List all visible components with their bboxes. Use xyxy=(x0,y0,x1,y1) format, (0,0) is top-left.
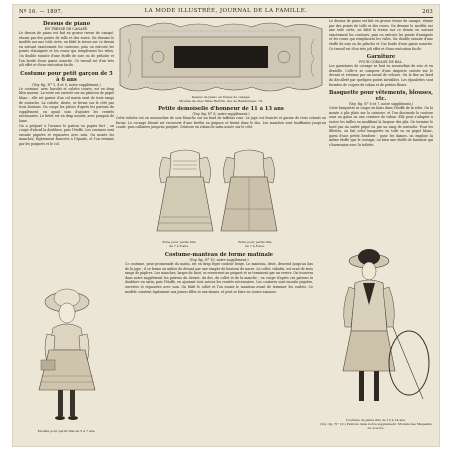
section-title-basquette: Basquette pour vêtements, blouses, etc. xyxy=(329,90,433,103)
section-title-costume: Costume pour petit garçon de 5 à 6 ans xyxy=(20,70,113,83)
lace-caption-detail: Modèle de chez Mme Bertrin, rue de Rambuteau, 74. xyxy=(179,98,263,103)
girl-hoop-caption-detail: (Voy. fig. N° 12.) Patrons dans notre supplément. Modèle des Magasins du Louvre. xyxy=(320,421,432,430)
section-title-garniture: Garniture xyxy=(366,54,396,61)
dress-right-caption-title: Robe pour petite fille xyxy=(238,240,272,244)
section-subtitle-garniture: POUR CORSAGE DE BAL. xyxy=(359,60,403,65)
article-body-basquette: Cette basquette se coupe en biais dans l'étoffe de la robe. On la monte à plis plats sur la ceinture, et l'on dissimule la couture sous un galon ou une ceinture de ruban. Elle peut s'adapter à toutes les tailles en modifiant la largeur des plis. On termine le bord par un ourlet piqué ou par un rang de soutache. Pour les fillettes, on fait cette basquette en toile ou en piqué blanc, garni d'une petite broderie ; pour les dames, on emploie la même étoffe que le corsage, ou bien une étoffe de fantaisie qui s'harmonise avec la toilette. xyxy=(329,106,433,147)
article-body-costume: Le costume, avec bavolet et culotte courte, est en drap bleu marine. La veste est ouverte sur un plastron de piqué blanc ; elle est garnie d'un col marin orné de trois rangs de soutache. La culotte, droite, se ferme sur le côté par trois boutons. On coupe les pièces d'après les patrons du supplément, en ayant soin d'ajouter les rentrés nécessaires. Le béret est en drap assorti, avec pompon de laine. xyxy=(19,86,114,123)
page-number: 263 xyxy=(422,9,433,15)
dress-left-caption-title: Robe pour petite fille xyxy=(162,240,196,244)
section-subtitle-demoiselle: (Voy. fig. N° 8, notre supplément.) xyxy=(192,112,250,116)
dress-left-caption-detail: de 7 à 8 ans. xyxy=(169,243,189,248)
girl-caption xyxy=(19,430,114,434)
left-column-top xyxy=(19,21,114,235)
section-subtitle-costume: (Voy. fig. N° 1, 4 et 5, notre supplément.) xyxy=(32,82,101,87)
lace-caption xyxy=(116,96,326,104)
issue-number: Nº 16. — 1897. xyxy=(19,9,63,15)
lace-illustration xyxy=(116,19,326,95)
dress-left-caption xyxy=(143,241,215,249)
article-body-manteau: Ce costume, pour promenade du matin, est en drap léger couleur beige. Le manteau, droit, descend jusqu'au bas de la jupe ; il se ferme au milieu du devant par une rangée de boutons de nacre. Le collet, rabattu, est orné de trois rangs de piqûres. Les manches, larges du haut, se resserrent au poignet et se terminent par un revers. On trouvera dans notre supplément les patrons du devant, du dos, du collet et de la manche ; on coupe d'après ces patrons la doublure en satin, puis l'étoffe, en ajoutant tout autour les rentrés nécessaires. Les coutures sont ensuite piquées, ouvertes et repassées avec soin. On bâtit le collet et l'on essaie le manteau avant de terminer les ourlets. Ce modèle convient également aux jeunes filles et aux dames, et peut se faire en toutes nuances. xyxy=(125,262,313,294)
page-header xyxy=(19,8,433,17)
girl-caption-title: Modèle pour petite fille de 5 à 7 ans. xyxy=(37,429,96,433)
article-body-basquette-intro: Le dessus de piano est fait en grosse tresse de canapé, réunie par des points de tulle et des roues. On dessine le modèle sur une toile cirée, on bâtit la tresse sur ce dessin en suivant exactement les contours, puis on exécute les points d'araignée et les roues qui remplissent les vides. On double ensuite d'une étoffe de soie ou de peluche et l'on borde d'une ganse assortie. Ce travail est d'un très joli effet et d'une exécution facile. xyxy=(329,19,433,51)
center-article xyxy=(116,106,326,146)
section-title-piano: Dessus de piano xyxy=(42,21,91,27)
girl-hoop-caption-title: Costume de jeune fille de 12 à 14 ans. xyxy=(346,418,406,422)
right-column-top xyxy=(329,19,433,214)
lace-caption-title: Dessus de piano en tresse de canapé. xyxy=(191,95,251,99)
dresses-illustration xyxy=(153,147,283,242)
section-title-demoiselle: Petite demoiselle d'honneur de 11 à 13 ans xyxy=(158,106,284,112)
girl-hoop-illustration xyxy=(319,231,433,419)
dress-right-figure xyxy=(221,150,277,231)
girl-illustration xyxy=(19,258,114,436)
dress-right-caption-detail: de 7 à 8 ans. xyxy=(245,243,265,248)
header-rule xyxy=(19,17,433,18)
section-title-manteau: Costume-manteau de forme matinale xyxy=(164,252,274,258)
dress-right-caption xyxy=(219,241,291,249)
section-subtitle-piano: EN TRESSE DE CANAPÉ. xyxy=(44,27,89,31)
center-lower-article xyxy=(125,252,313,444)
dress-left-figure xyxy=(157,150,213,231)
girl-hoop-caption xyxy=(319,419,433,430)
magazine-page xyxy=(13,5,439,446)
article-body-demoiselle: Cette toilette est en mousseline de soie blanche sur un fond de taffetas rose. La jupe est froncée et garnie de trois volants en forme. Le corsage blousé est recouvert d'une berthe en guipure et fermé dans le dos. Les manches sont bouffantes jusqu'au coude, puis collantes jusqu'au poignet. Ceinture en ruban de satin nouée sur le côté. xyxy=(116,116,326,130)
article-body-piano: Le dessus de piano est fait en grosse tresse de canapé, réunie par des points de tulle et des roues. On dessine le modèle sur une toile cirée, on bâtit la tresse sur ce dessin en suivant exactement les contours, puis on exécute les points d'araignée et les roues qui remplissent les vides. On double ensuite d'une étoffe de soie ou de peluche et l'on borde d'une ganse assortie. Ce travail est d'un très joli effet et d'une exécution facile. xyxy=(19,31,114,68)
section-subtitle-manteau: (Voy. fig. N° 10, notre supplément.) xyxy=(189,258,249,262)
section-subtitle-basquette: (Voy. fig. N° 6 et 7, notre supplément.) xyxy=(348,102,414,107)
article-body-patron: On a préparé à l'avance le patron en papier fort ; on coupe d'abord la doublure, puis l'étoffe. Les coutures sont ensuite piquées et repassées avec soin. On monte les manches, légèrement froncées à l'épaule, et l'on termine par les poignets et le col. xyxy=(19,123,114,146)
journal-title: LA MODE ILLUSTRÉE, JOURNAL DE LA FAMILLE. xyxy=(144,8,308,14)
article-body-garniture: Les garnitures de corsage se font en mousseline de soie et en dentelle. Celle-ci se compose d'une draperie croisée sur le devant et retenue par un nœud de velours. On la fixe au bord du décolleté par quelques points invisibles. Les épaulettes sont formées de coques de ruban et de petites fleurs. xyxy=(329,64,433,87)
